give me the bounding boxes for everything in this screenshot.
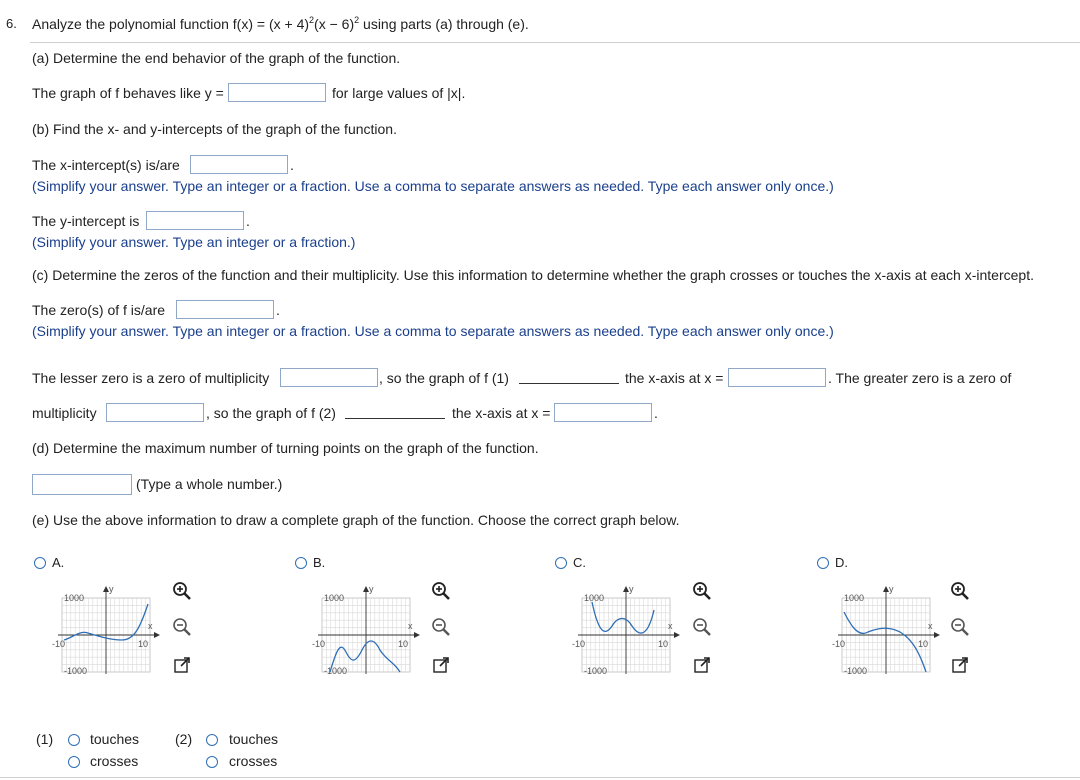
y-axis-label: y [369,584,374,594]
y-intercept-label: The y-intercept is [32,213,140,229]
x-axis-arrow [934,632,940,638]
option-d-label: D. [835,555,848,570]
footer-divider [0,777,1080,778]
y-min-label: -1000 [64,666,88,676]
x-max-label: 10 [138,639,149,649]
x-axis-label: x [408,621,413,631]
x-intercept-input[interactable] [190,155,288,174]
dropdown-2-blank[interactable] [345,418,445,419]
zoom-in-icon[interactable] [431,581,451,601]
popout-icon[interactable] [172,655,192,675]
zoom-out-icon[interactable] [692,617,712,637]
part-c-heading: (c) Determine the zeros of the function and their multiplicity. Use this information to determine whether the graph crosses or touches the x-axis at each x-intercept. [32,267,1034,283]
choice-group-1-label: (1) [36,731,54,747]
option-c-radio[interactable] [555,557,567,569]
group1-touches-label: touches [90,731,140,747]
graph-a[interactable] [50,580,170,680]
y-axis-label: y [629,584,634,594]
popout-icon[interactable] [950,655,970,675]
y-axis-label: y [109,584,114,594]
x-max-label: 10 [398,639,409,649]
x-intercept-hint: (Simplify your answer. Type an integer or a fraction. Use a comma to separate answers as needed. Type each answer only once.) [32,178,834,194]
x-min-label: -10 [52,639,66,649]
dropdown-1-blank[interactable] [519,383,619,384]
turning-points-hint: (Type a whole number.) [136,476,283,492]
greater-zero-x-input[interactable] [554,403,652,422]
y-intercept-input[interactable] [146,211,244,230]
group1-crosses-radio[interactable] [68,756,80,768]
option-a-radio[interactable] [34,557,46,569]
zeros-label: The zero(s) of f is/are [32,302,166,318]
option-b-radio[interactable] [295,557,307,569]
zoom-in-icon[interactable] [692,581,712,601]
y-max-label: 1000 [64,593,85,603]
group1-touches-radio[interactable] [68,734,80,746]
header-divider [30,42,1080,43]
graph-c[interactable] [570,580,690,680]
greater-multiplicity-input[interactable] [106,403,204,422]
graph-d[interactable] [830,580,950,680]
option-a-label: A. [52,555,65,570]
x-min-label: -10 [312,639,326,649]
multiplicity-label: multiplicity [32,405,97,421]
y-max-label: 1000 [584,593,605,603]
so-graph-1-label: , so the graph of f (1) [379,370,509,386]
part-a-heading: (a) Determine the end behavior of the graph of the function. [32,50,401,66]
part-b-heading: (b) Find the x- and y-intercepts of the graph of the function. [32,121,397,137]
group2-touches-label: touches [229,731,279,747]
group2-crosses-label: crosses [229,753,278,769]
zoom-out-icon[interactable] [950,617,970,637]
option-b-label: B. [313,555,326,570]
zeros-input[interactable] [176,300,274,319]
choice-group-2-label: (2) [175,731,193,747]
x-axis-arrow [674,632,680,638]
popout-icon[interactable] [431,655,451,675]
xaxis-2-label: the x-axis at x = [452,405,551,421]
x-max-label: 10 [658,639,669,649]
zoom-out-icon[interactable] [431,617,451,637]
group1-crosses-label: crosses [90,753,139,769]
end-behavior-input[interactable] [228,83,326,102]
part-d-heading: (d) Determine the maximum number of turning points on the graph of the function. [32,440,539,456]
option-c-label: C. [573,555,586,570]
zeros-hint: (Simplify your answer. Type an integer or a fraction. Use a comma to separate answers as needed. Type each answer only once.) [32,323,834,339]
x-axis-label: x [668,621,673,631]
zoom-in-icon[interactable] [950,581,970,601]
x-min-label: -10 [832,639,846,649]
part-e-heading: (e) Use the above information to draw a complete graph of the function. Choose the correct graph below. [32,512,680,528]
zoom-in-icon[interactable] [172,581,192,601]
graph-b[interactable] [310,580,430,680]
y-max-label: 1000 [844,593,865,603]
x-axis-label: x [928,621,933,631]
x-axis-label: x [148,621,153,631]
y-min-label: -1000 [324,666,348,676]
popout-icon[interactable] [692,655,712,675]
greater-zero-label: . The greater zero is a zero of [828,370,1012,386]
group2-crosses-radio[interactable] [206,756,218,768]
lesser-multiplicity-input[interactable] [280,368,378,387]
end-behavior-label: The graph of f behaves like y = [32,85,224,101]
x-min-label: -10 [572,639,586,649]
x-max-label: 10 [918,639,929,649]
so-graph-2-label: , so the graph of f (2) [206,405,336,421]
x-intercept-label: The x-intercept(s) is/are [32,157,180,173]
turning-points-input[interactable] [32,474,132,495]
option-d-radio[interactable] [817,557,829,569]
x-axis-arrow [414,632,420,638]
lesser-zero-x-input[interactable] [728,368,826,387]
lesser-zero-label: The lesser zero is a zero of multiplicity [32,370,270,386]
y-intercept-hint: (Simplify your answer. Type an integer or a fraction.) [32,234,356,250]
group2-touches-radio[interactable] [206,734,218,746]
y-min-label: -1000 [584,666,608,676]
question-prompt: Analyze the polynomial function $f(x) = (x + 4)^2(x - 6)^2$ using parts (a) through (e). [32,15,529,32]
xaxis-1-label: the x-axis at x = [625,370,724,386]
question-number: 6. [6,16,17,31]
y-max-label: 1000 [324,593,345,603]
zoom-out-icon[interactable] [172,617,192,637]
end-behavior-suffix: for large values of |x|. [332,85,466,101]
y-min-label: -1000 [844,666,868,676]
y-axis-label: y [889,584,894,594]
x-axis-arrow [154,632,160,638]
